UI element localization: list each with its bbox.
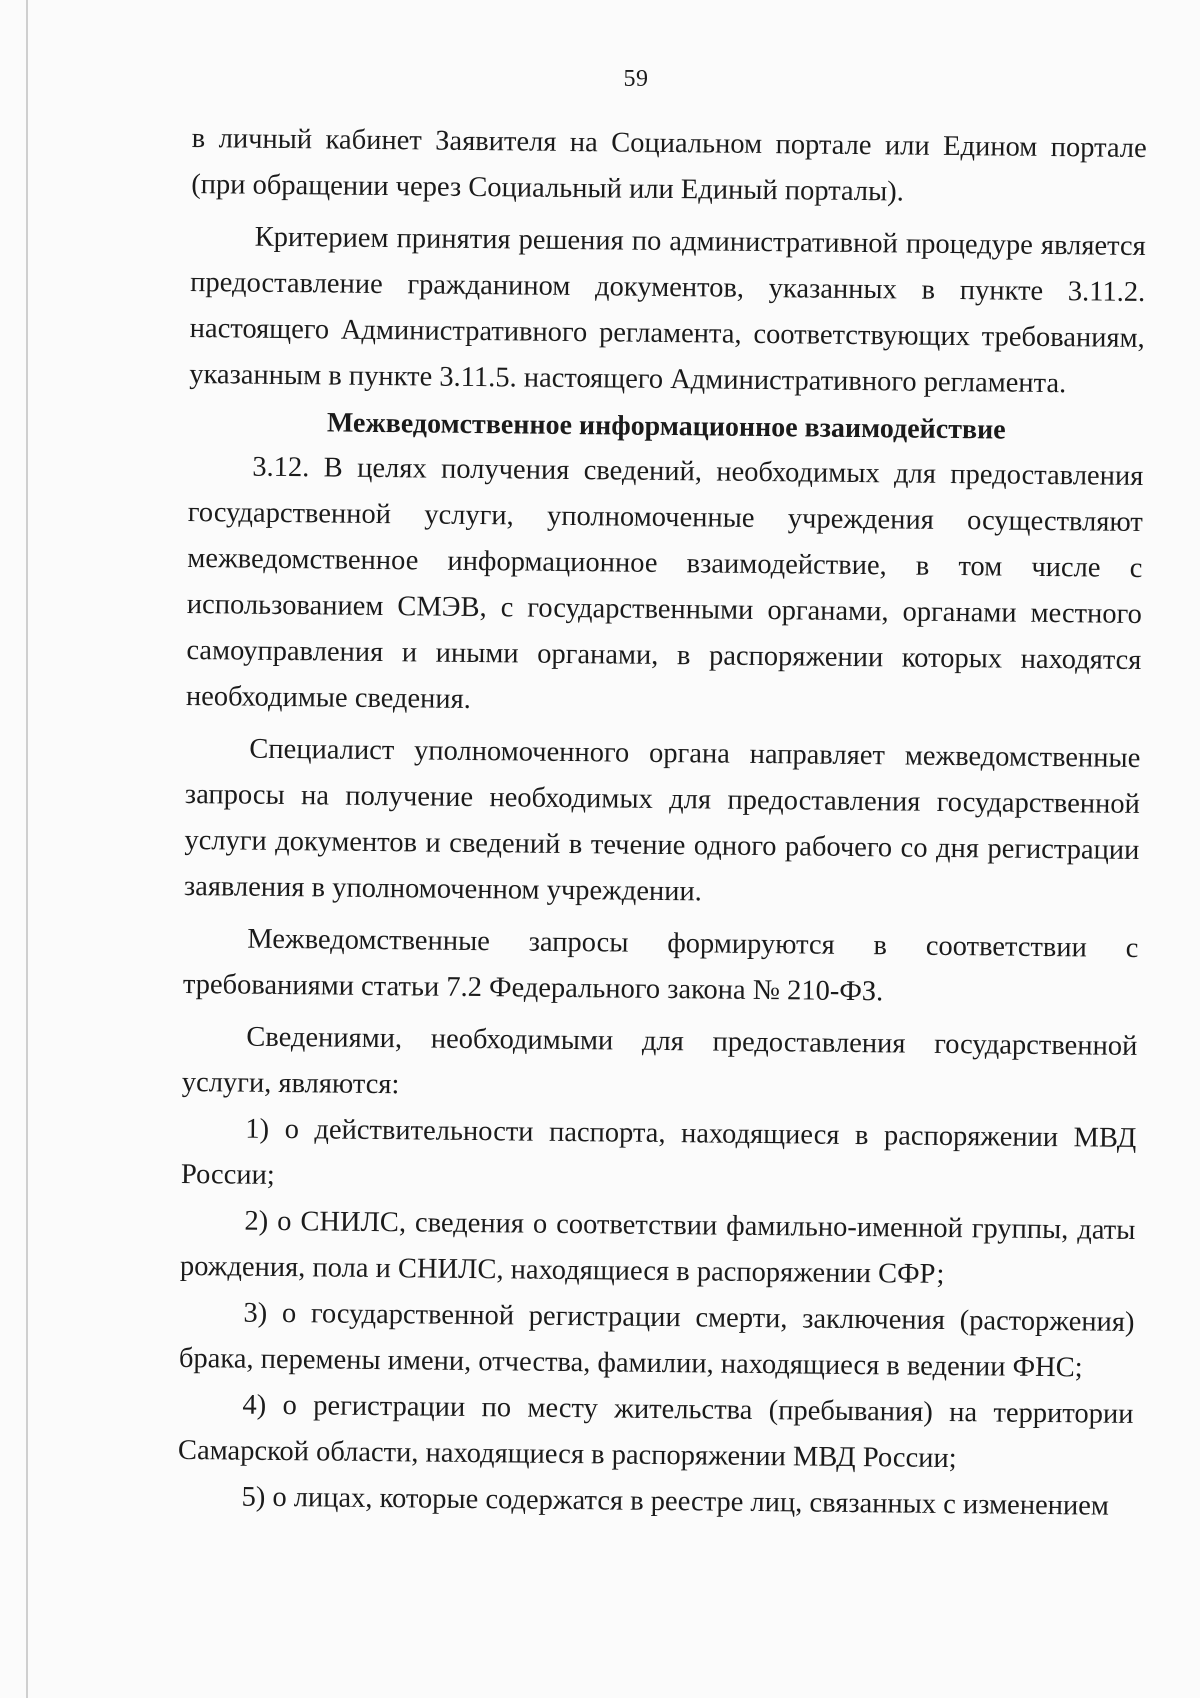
list-item: 2) о СНИЛС, сведения о соответствии фамильно-именной группы, даты рождения, пола и СНИЛС, находящиеся в распоряжении СФР;	[179, 1205, 1136, 1290]
page-number: 59	[623, 66, 649, 92]
list-item: 1) о действительности паспорта, находящиеся в распоряжении МВД России;	[180, 1113, 1137, 1191]
list-item: 5) о лицах, которые содержатся в реестре лиц, связанных с изменением	[241, 1481, 1110, 1522]
list-item: 3) о государственной регистрации смерти, заключения (расторжения) брака, перемены имени, отчества, фамилии, находящиеся в ведении ФНС;	[178, 1297, 1135, 1384]
paragraph-required-info: Сведениями, необходимыми для предоставления государственной услуги, являются:	[181, 1021, 1138, 1101]
paragraph-3-12: 3.12. В целях получения сведений, необходимых для предоставления государственной услуги, уполномоченные учреждения осуществляют межведомственное информационное взаимодействие, в том числе с использованием СМЭВ, с государственными органами, органами местного самоуправления и иными органами, в распоряжении которых находятся необходимые сведения.	[185, 451, 1144, 715]
scan-binding-edge	[26, 0, 28, 1698]
paragraph-decision-criterion: Критерием принятия решения по административной процедуре является предоставление гражданином документов, указанных в пункте 3.11.2. настоящего Административного регламента, соответствующих требованиям, указанным в пункте 3.11.5. настоящего Административного регламента.	[189, 221, 1146, 400]
paragraph-continuation: в личный кабинет Заявителя на Социальном портале или Едином портале (при обращении через Социальный или Единый порталы).	[191, 122, 1147, 208]
paragraph-specialist-requests: Специалист уполномоченного органа направляет межведомственные запросы на получение необходимых для предоставления государственной услуги документов и сведений в течение одного рабочего со дня регистрации заявления в уполномоченном учреждении.	[183, 733, 1141, 908]
list-item: 4) о регистрации по месту жительства (пребывания) на территории Самарской области, находящиеся в распоряжении МВД России;	[177, 1389, 1134, 1475]
section-heading: Межведомственное информационное взаимодействие	[326, 407, 1006, 446]
paragraph-requests-formed: Межведомственные запросы формируются в соответствии с требованиями статьи 7.2 Федерального закона № 210-ФЗ.	[182, 923, 1139, 1008]
document-body	[177, 116, 1147, 1530]
